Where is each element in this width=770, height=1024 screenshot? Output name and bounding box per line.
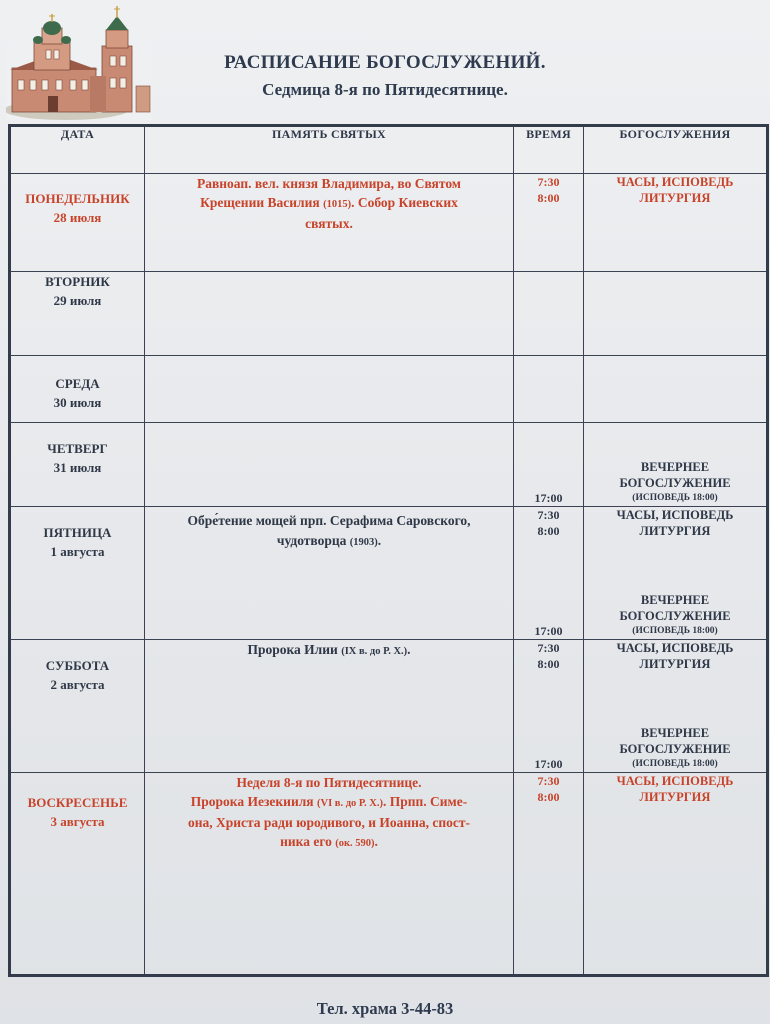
church-phone: Тел. храма 3-44-83: [316, 999, 454, 1018]
day-date: 28 июля: [53, 210, 102, 225]
time-value: 8:00: [537, 191, 560, 205]
service-item: ЛИТУРГИЯ: [639, 657, 711, 671]
schedule-table: [8, 124, 769, 977]
saints-cell: [145, 174, 514, 272]
time-value: 7:30: [537, 641, 560, 655]
date-cell: [10, 507, 145, 640]
time-cell: [514, 356, 584, 423]
service-item: ЧАСЫ, ИСПОВЕДЬ: [616, 508, 734, 522]
day-date: 3 августа: [50, 814, 105, 829]
evening-service: ВЕЧЕРНЕЕ БОГОСЛУЖЕНИЕ (ИСПОВЕДЬ 18:00): [619, 460, 731, 503]
evening-service: ВЕЧЕРНЕЕ БОГОСЛУЖЕНИЕ (ИСПОВЕДЬ 18:00): [619, 726, 731, 769]
day-name: ВТОРНИК: [45, 274, 110, 289]
church-illustration: [6, 6, 152, 120]
saints-line: Обре́тение мощей прп. Серафима Саровского,: [187, 513, 471, 528]
day-name: СРЕДА: [55, 376, 100, 391]
time-value: 7:30: [537, 175, 560, 189]
day-name: ПЯТНИЦА: [43, 525, 112, 540]
service-item: ЛИТУРГИЯ: [639, 191, 711, 205]
services-cell: [584, 640, 768, 773]
service-item: ЧАСЫ, ИСПОВЕДЬ: [616, 774, 734, 788]
day-date: 30 июля: [53, 395, 102, 410]
day-name: ЧЕТВЕРГ: [47, 441, 108, 456]
time-cell: [514, 272, 584, 356]
saints-line: Неделя 8-я по Пятидесятнице.: [236, 775, 422, 790]
saints-cell: [145, 773, 514, 976]
saints-line: чудотворца (1903).: [276, 533, 382, 548]
time-cell: [514, 423, 584, 507]
day-date: 1 августа: [50, 544, 105, 559]
time-value: 17:00: [534, 757, 563, 771]
services-cell: [584, 773, 768, 976]
page-subtitle: Седмица 8-я по Пятидесятнице.: [262, 80, 508, 99]
column-header-services: БОГОСЛУЖЕНИЯ: [584, 126, 768, 174]
time-cell: [514, 773, 584, 976]
column-header-time: ВРЕМЯ: [514, 126, 584, 174]
day-date: 31 июля: [53, 460, 102, 475]
time-value: 7:30: [537, 774, 560, 788]
services-cell: [584, 272, 768, 356]
table-row-saturday: [10, 640, 768, 773]
column-header-date: ДАТА: [10, 126, 145, 174]
time-cell: [514, 640, 584, 773]
saints-line: Пророка Иезекииля (VI в. до Р. Х.). Прпп. Симе-: [190, 794, 468, 809]
service-item: ЛИТУРГИЯ: [639, 524, 711, 538]
date-cell: [10, 423, 145, 507]
saints-line: она, Христа ради юродивого, и Иоанна, спост-: [187, 815, 471, 830]
date-cell: [10, 640, 145, 773]
saints-cell: [145, 423, 514, 507]
services-cell: [584, 174, 768, 272]
services-cell: [584, 423, 768, 507]
column-header-saints: ПАМЯТЬ СВЯТЫХ: [145, 126, 514, 174]
date-cell: [10, 272, 145, 356]
evening-service: ВЕЧЕРНЕЕ БОГОСЛУЖЕНИЕ (ИСПОВЕДЬ 18:00): [619, 593, 731, 636]
table-header-row: [10, 126, 768, 174]
date-cell: [10, 174, 145, 272]
saints-line: Пророка Илии (IX в. до Р. Х.).: [247, 642, 411, 657]
table-row-monday: [10, 174, 768, 272]
time-value: 17:00: [534, 491, 563, 505]
time-value: 8:00: [537, 790, 560, 804]
services-cell: [584, 507, 768, 640]
service-item: ЧАСЫ, ИСПОВЕДЬ: [616, 641, 734, 655]
time-value: 8:00: [537, 524, 560, 538]
service-item: ЛИТУРГИЯ: [639, 790, 711, 804]
saints-cell: [145, 356, 514, 423]
table-row-friday: [10, 507, 768, 640]
table-row-sunday: [10, 773, 768, 976]
day-date: 29 июля: [53, 293, 102, 308]
time-value: 8:00: [537, 657, 560, 671]
table-row-wednesday: [10, 356, 768, 423]
time-value: 17:00: [534, 624, 563, 638]
saints-line: Равноап. вел. князя Владимира, во Святом: [196, 176, 462, 191]
day-name: ВОСКРЕСЕНЬЕ: [27, 795, 128, 810]
page-title: РАСПИСАНИЕ БОГОСЛУЖЕНИЙ.: [224, 52, 546, 73]
day-date: 2 августа: [50, 677, 105, 692]
services-cell: [584, 356, 768, 423]
saints-line: Крещении Василия (1015). Собор Киевских: [200, 195, 458, 210]
table-row-thursday: [10, 423, 768, 507]
saints-line: ника его (ок. 590).: [280, 834, 378, 849]
saints-cell: [145, 272, 514, 356]
date-cell: [10, 356, 145, 423]
day-name: ПОНЕДЕЛЬНИК: [25, 191, 130, 206]
service-item: ЧАСЫ, ИСПОВЕДЬ: [616, 175, 734, 189]
time-cell: [514, 507, 584, 640]
saints-cell: [145, 640, 514, 773]
saints-line: святых.: [305, 216, 353, 231]
date-cell: [10, 773, 145, 976]
day-name: СУББОТА: [45, 658, 110, 673]
time-cell: [514, 174, 584, 272]
table-row-tuesday: [10, 272, 768, 356]
time-value: 7:30: [537, 508, 560, 522]
saints-cell: [145, 507, 514, 640]
